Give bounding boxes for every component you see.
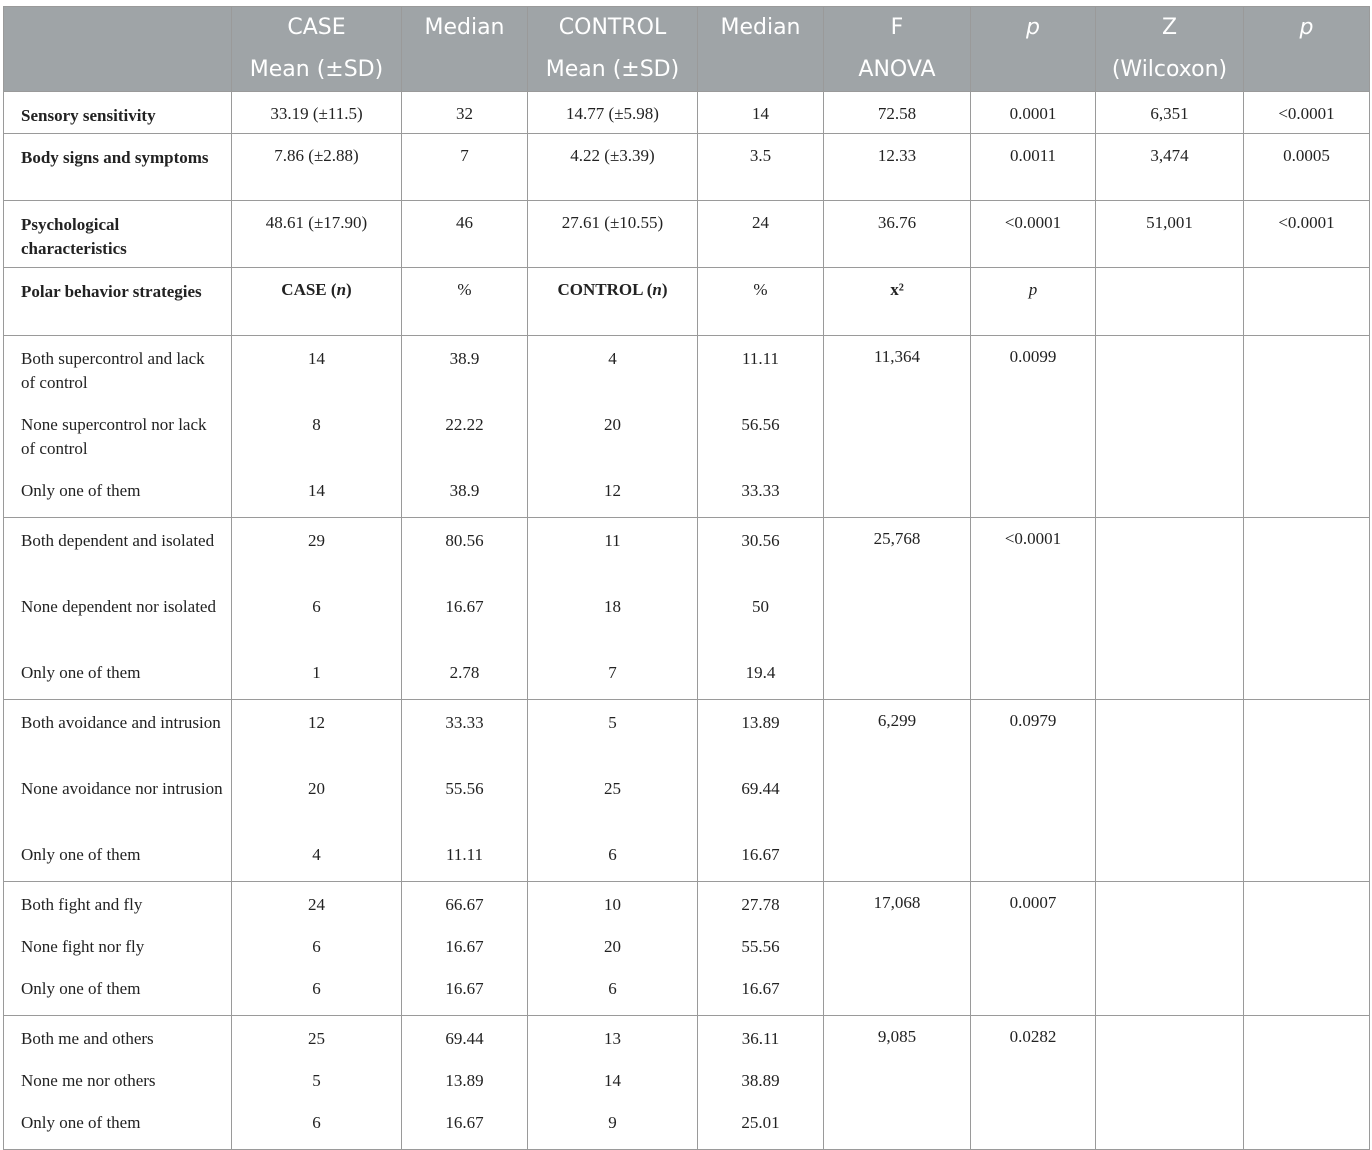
case-n: 24 [308, 895, 325, 914]
control-n-stack [528, 700, 698, 882]
table-body [4, 92, 1370, 1150]
row-label: Body signs and symptoms [4, 134, 232, 201]
categorical-header-row [4, 268, 1370, 336]
group-p-value: <0.0001 [971, 518, 1096, 700]
control-median: 3.5 [698, 134, 824, 201]
row-label: None dependent nor isolated [21, 597, 216, 616]
header-f-anova: F ANOVA [824, 7, 971, 92]
control-mean: 4.22 (±3.39) [528, 134, 698, 201]
case-pct: 55.56 [445, 779, 484, 798]
chi-square-value: 6,299 [824, 700, 971, 882]
table-row [4, 201, 1370, 268]
empty-cell [1244, 1016, 1370, 1150]
control-n: 7 [608, 663, 617, 682]
z-value: 6,351 [1096, 92, 1244, 134]
case-n: 12 [308, 713, 325, 732]
row-label-stack [4, 882, 232, 1016]
row-label: None fight nor fly [21, 937, 145, 956]
header-case-mean: CASE Mean (±SD) [232, 7, 402, 92]
row-label: Psychological characteristics [4, 201, 232, 268]
control-n: 18 [604, 597, 621, 616]
categorical-header-p: p [971, 268, 1096, 336]
control-median: 14 [698, 92, 824, 134]
table-row [4, 134, 1370, 201]
control-pct: 16.67 [741, 845, 780, 864]
control-n: 10 [604, 895, 621, 914]
row-label: Both avoidance and intrusion [21, 713, 221, 732]
group-row [4, 1016, 1370, 1150]
row-label: None avoidance nor intrusion [21, 779, 223, 798]
case-n: 4 [312, 845, 321, 864]
case-n: 14 [308, 349, 325, 368]
case-n: 8 [312, 415, 321, 434]
control-mean: 27.61 (±10.55) [528, 201, 698, 268]
control-pct-stack [698, 336, 824, 518]
control-pct-stack [698, 1016, 824, 1150]
case-pct: 16.67 [445, 597, 484, 616]
case-n: 5 [312, 1071, 321, 1090]
case-pct: 13.89 [445, 1071, 484, 1090]
control-pct: 55.56 [741, 937, 780, 956]
case-n-stack [232, 700, 402, 882]
case-median: 32 [402, 92, 528, 134]
group-row [4, 518, 1370, 700]
empty-cell [1096, 518, 1244, 700]
header-p2: p [1244, 7, 1370, 92]
control-pct: 16.67 [741, 979, 780, 998]
chi-square-value: 9,085 [824, 1016, 971, 1150]
row-label: None me nor others [21, 1071, 156, 1090]
row-label: Only one of them [21, 1113, 141, 1132]
group-p-value: 0.0007 [971, 882, 1096, 1016]
case-n: 6 [312, 979, 321, 998]
control-n-stack [528, 336, 698, 518]
header-case-median: Median [402, 7, 528, 92]
control-n: 5 [608, 713, 617, 732]
categorical-header-control: CONTROL (n) [528, 268, 698, 336]
f-anova-value: 36.76 [824, 201, 971, 268]
control-n-stack [528, 882, 698, 1016]
categorical-header-label: Polar behavior strategies [4, 268, 232, 336]
case-n: 6 [312, 597, 321, 616]
row-label: Only one of them [21, 845, 141, 864]
case-n: 14 [308, 481, 325, 500]
control-n: 12 [604, 481, 621, 500]
case-pct-stack [402, 882, 528, 1016]
row-label-stack [4, 1016, 232, 1150]
row-label: Only one of them [21, 979, 141, 998]
case-pct: 38.9 [449, 481, 480, 500]
control-pct: 11.11 [742, 349, 779, 368]
row-label-stack [4, 700, 232, 882]
control-pct: 13.89 [741, 713, 780, 732]
case-n-stack [232, 1016, 402, 1150]
row-label: Both me and others [21, 1029, 154, 1048]
row-label-stack [4, 518, 232, 700]
control-pct: 19.4 [745, 663, 776, 682]
group-row [4, 336, 1370, 518]
header-empty [4, 7, 232, 92]
case-mean: 48.61 (±17.90) [232, 201, 402, 268]
control-n: 6 [608, 845, 617, 864]
case-pct: 66.67 [445, 895, 484, 914]
control-mean: 14.77 (±5.98) [528, 92, 698, 134]
control-n-stack [528, 518, 698, 700]
case-pct-stack [402, 1016, 528, 1150]
control-n: 20 [604, 937, 621, 956]
control-pct: 56.56 [741, 415, 780, 434]
p-value: <0.0001 [971, 201, 1096, 268]
group-row [4, 700, 1370, 882]
empty-cell [1096, 882, 1244, 1016]
case-pct: 33.33 [445, 713, 484, 732]
control-pct: 27.78 [741, 895, 780, 914]
control-pct: 50 [752, 597, 769, 616]
case-n: 6 [312, 1113, 321, 1132]
group-p-value: 0.0979 [971, 700, 1096, 882]
header-z-wilcoxon: Z (Wilcoxon) [1096, 7, 1244, 92]
header-control-median: Median [698, 7, 824, 92]
case-pct: 16.67 [445, 1113, 484, 1132]
control-pct: 38.89 [741, 1071, 780, 1090]
p-value: 0.0011 [971, 134, 1096, 201]
control-pct: 69.44 [741, 779, 780, 798]
table-header-row [4, 7, 1370, 92]
case-pct: 38.9 [449, 349, 480, 368]
z-value: 51,001 [1096, 201, 1244, 268]
group-p-value: 0.0282 [971, 1016, 1096, 1150]
case-pct-stack [402, 518, 528, 700]
case-median: 46 [402, 201, 528, 268]
categorical-header-case: CASE (n) [232, 268, 402, 336]
control-n: 11 [604, 531, 621, 550]
p2-value: <0.0001 [1244, 92, 1370, 134]
empty-cell [1244, 518, 1370, 700]
chi-square-value: 25,768 [824, 518, 971, 700]
row-label-stack [4, 336, 232, 518]
row-label: Both fight and fly [21, 895, 143, 914]
control-n: 4 [608, 349, 617, 368]
case-n: 6 [312, 937, 321, 956]
control-n-stack [528, 1016, 698, 1150]
header-p: p [971, 7, 1096, 92]
f-anova-value: 12.33 [824, 134, 971, 201]
results-table [3, 6, 1370, 1150]
case-mean: 7.86 (±2.88) [232, 134, 402, 201]
control-pct-stack [698, 700, 824, 882]
case-pct: 16.67 [445, 937, 484, 956]
group-p-value: 0.0099 [971, 336, 1096, 518]
empty-cell [1096, 268, 1244, 336]
case-pct: 22.22 [445, 415, 484, 434]
control-n: 13 [604, 1029, 621, 1048]
case-mean: 33.19 (±11.5) [232, 92, 402, 134]
empty-cell [1096, 336, 1244, 518]
empty-cell [1096, 1016, 1244, 1150]
case-pct: 11.11 [446, 845, 483, 864]
control-pct-stack [698, 518, 824, 700]
case-pct: 69.44 [445, 1029, 484, 1048]
categorical-header-control-pct: % [698, 268, 824, 336]
empty-cell [1244, 700, 1370, 882]
row-label: None supercontrol nor lack of control [21, 415, 207, 458]
case-n: 29 [308, 531, 325, 550]
control-n: 20 [604, 415, 621, 434]
z-value: 3,474 [1096, 134, 1244, 201]
control-median: 24 [698, 201, 824, 268]
control-n: 6 [608, 979, 617, 998]
empty-cell [1244, 882, 1370, 1016]
control-pct: 25.01 [741, 1113, 780, 1132]
row-label: Both dependent and isolated [21, 531, 215, 550]
row-label: Only one of them [21, 663, 141, 682]
case-n: 1 [312, 663, 321, 682]
row-label: Sensory sensitivity [4, 92, 232, 134]
case-pct: 2.78 [449, 663, 480, 682]
categorical-header-chi: x² [824, 268, 971, 336]
control-pct-stack [698, 882, 824, 1016]
case-n: 20 [308, 779, 325, 798]
header-control-mean: CONTROL Mean (±SD) [528, 7, 698, 92]
p2-value: 0.0005 [1244, 134, 1370, 201]
case-pct-stack [402, 336, 528, 518]
empty-cell [1244, 336, 1370, 518]
control-pct: 30.56 [741, 531, 780, 550]
group-row [4, 882, 1370, 1016]
row-label: Both supercontrol and lack of control [21, 349, 205, 392]
case-n-stack [232, 518, 402, 700]
control-n: 14 [604, 1071, 621, 1090]
f-anova-value: 72.58 [824, 92, 971, 134]
p-value: 0.0001 [971, 92, 1096, 134]
control-pct: 36.11 [741, 1029, 780, 1048]
empty-cell [1244, 268, 1370, 336]
case-pct-stack [402, 700, 528, 882]
control-n: 9 [608, 1113, 617, 1132]
chi-square-value: 17,068 [824, 882, 971, 1016]
control-pct: 33.33 [741, 481, 780, 500]
p2-value: <0.0001 [1244, 201, 1370, 268]
case-n-stack [232, 336, 402, 518]
case-n-stack [232, 882, 402, 1016]
row-label: Only one of them [21, 481, 141, 500]
case-pct: 80.56 [445, 531, 484, 550]
control-n: 25 [604, 779, 621, 798]
empty-cell [1096, 700, 1244, 882]
case-n: 25 [308, 1029, 325, 1048]
case-median: 7 [402, 134, 528, 201]
chi-square-value: 11,364 [824, 336, 971, 518]
case-pct: 16.67 [445, 979, 484, 998]
table-row [4, 92, 1370, 134]
categorical-header-case-pct: % [402, 268, 528, 336]
